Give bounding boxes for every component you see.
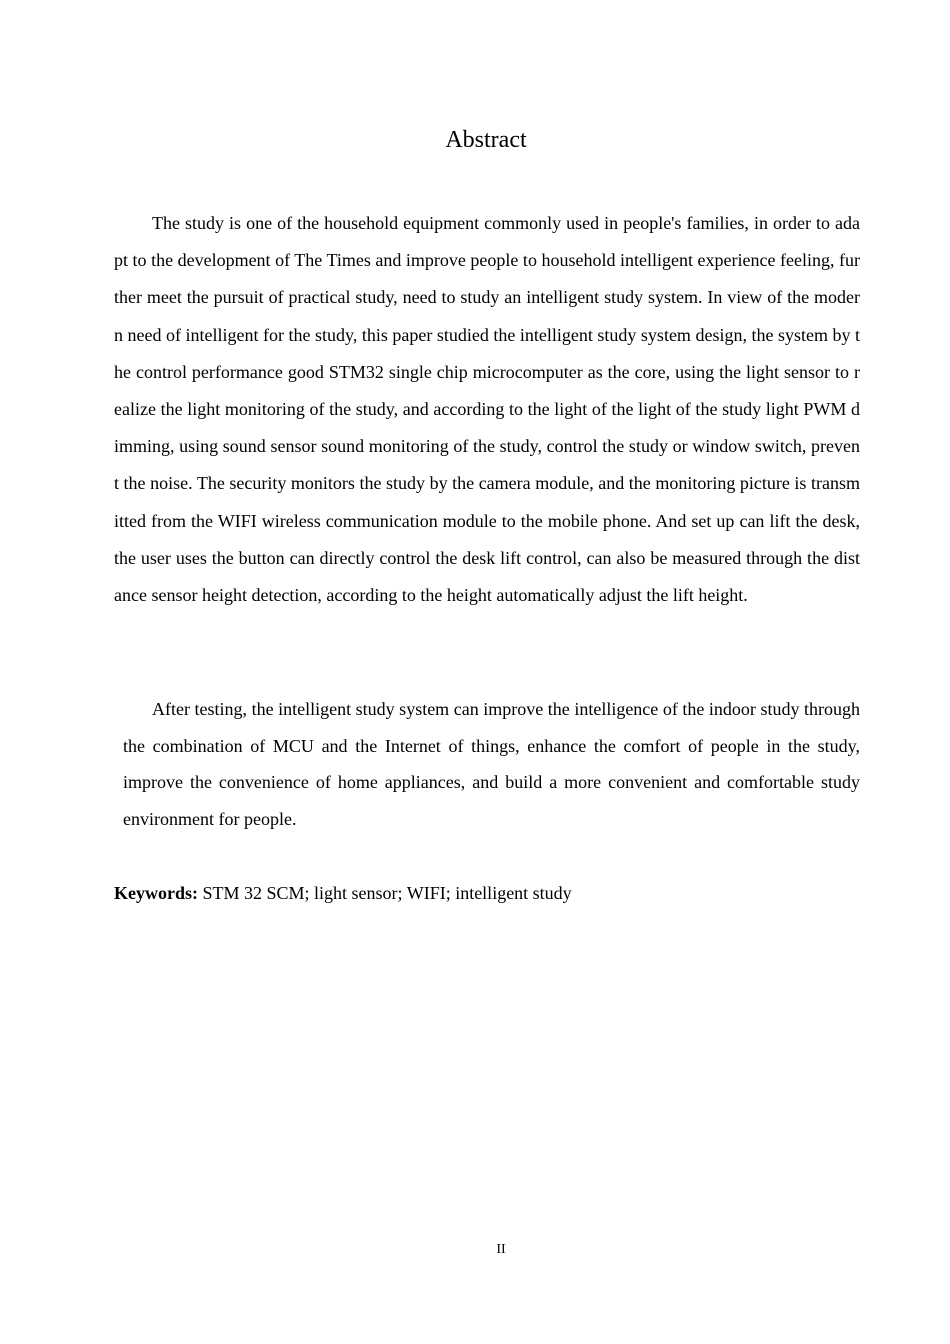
keywords-label: Keywords: (114, 883, 198, 903)
abstract-paragraph-2: After testing, the intelligent study system can improve the intelligence of the indoor study through the combination of MCU and the Internet of things, enhance the comfort of people in the study, improve the convenience of home appliances, and build a more convenient and comfortable study environment for people. (123, 699, 860, 829)
keywords-text: STM 32 SCM; light sensor; WIFI; intelligent study (198, 883, 572, 903)
page-number: II (496, 1242, 506, 1257)
abstract-paragraph-1: The study is one of the household equipment commonly used in people's families, in order to adapt to the development of The Times and improve people to household intelligent experience feeling, further meet the pursuit of practical study, need to study an intelligent study system. In view of the modern need of intelligent for the study, this paper studied the intelligent study system design, the system by the control performance good STM32 single chip microcomputer as the core, using the light sensor to realize the light monitoring of the study, and according to the light of the light of the study light PWM dimming, using sound sensor sound monitoring of the study, control the study or window switch, prevent the noise. The security monitors the study by the camera module, and the monitoring picture is transmitted from the WIFI wireless communication module to the mobile phone. And set up can lift the desk, the user uses the button can directly control the desk lift control, can also be measured through the distance sensor height detection, according to the height automatically adjust the lift height. (114, 213, 860, 606)
keywords-line (114, 879, 572, 907)
page-title: Abstract (445, 127, 527, 153)
